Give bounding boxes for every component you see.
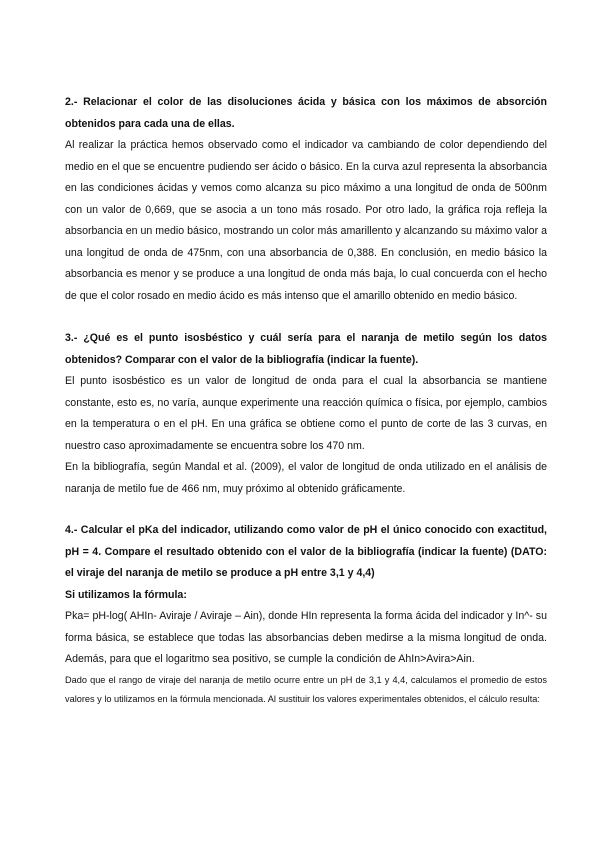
- spacer: [65, 500, 547, 520]
- answer-4-note-paragraph: Dado que el rango de viraje del naranja de metilo ocurre entre un pH de 3,1 y 4,4, calculamos el promedio de estos valores y lo utilizamos en la fórmula mencionada. Al sustituir los valores experimentales obtenidos, el cálculo resulta:: [65, 674, 547, 704]
- question-2-heading: 2.- Relacionar el color de las disoluciones ácida y básica con los máximos de absorción obtenidos para cada una de ellas.: [65, 96, 547, 130]
- spacer: [65, 307, 547, 328]
- question-3-heading: 3.- ¿Qué es el punto isosbéstico y cuál sería para el naranja de metilo según los datos obtenidos? Comparar con el valor de la bibliografía (indicar la fuente).: [65, 332, 547, 366]
- question-4-heading: 4.- Calcular el pKa del indicador, utilizando como valor de pH el único conocido con exactitud, pH = 4. Compare el resultado obtenido con el valor de la bibliografía (indicar la fuente) (DATO: el viraje del naranja de metilo se produce a pH entre 3,1 y 4,4): [65, 524, 547, 579]
- answer-2-paragraph: Al realizar la práctica hemos observado como el indicador va cambiando de color dependiendo del medio en el que se encuentre pudiendo ser ácido o básico. En la curva azul representa la absorbancia en las condiciones ácidas y vemos como alcanza su pico máximo a una longitud de onda de 500nm con un valor de 0,669, que se asocia a un tono más rosado. Por otro lado, la gráfica roja refleja la absorbancia en un medio básico, mostrando un color más amarillento y alcanzando su máximo valor a una longitud de onda de 475nm, con una absorbancia de 0,388. En conclusión, en medio básico la absorbancia es menor y se produce a una longitud de onda más baja, lo cual concuerda con el hecho de que el color rosado en medio ácido es más intenso que el amarillo obtenido en medio básico.: [65, 139, 547, 302]
- answer-4-intro: Si utilizamos la fórmula:: [65, 588, 187, 601]
- answer-4-formula-paragraph: Pka= pH-log( AHIn- Aviraje / Aviraje – Ain), donde HIn representa la forma ácida del indicador y In^- su forma básica, se establece que todas las absorbancias deben medirse a la misma longitud de onda. Además, para que el logaritmo sea positivo, se cumple la condición de AhIn>Avira>Ain.: [65, 610, 547, 665]
- answer-3-paragraph-2: En la bibliografía, según Mandal et al. (2009), el valor de longitud de onda utilizado en el análisis de naranja de metilo fue de 466 nm, muy próximo al obtenido gráficamente.: [65, 461, 547, 495]
- answer-3-paragraph-1: El punto isosbéstico es un valor de longitud de onda para el cual la absorbancia se mantiene constante, esto es, no varía, aunque experimente una reacción química o física, por ejemplo, cambios en la temperatura o en el pH. En una gráfica se obtiene como el punto de corte de las 3 curvas, en nuestro caso aproximadamente se encuentra sobre los 470 nm.: [65, 375, 547, 452]
